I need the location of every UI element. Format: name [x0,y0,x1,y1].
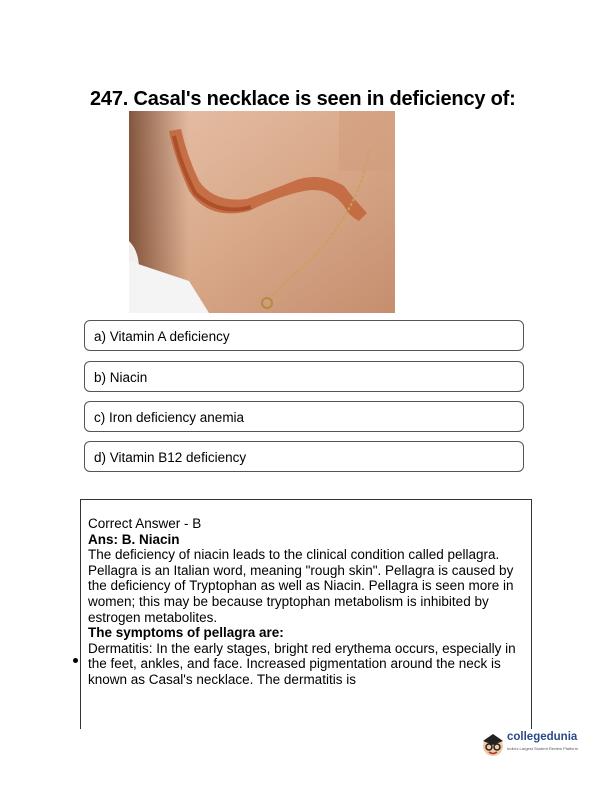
option-d[interactable]: d) Vitamin B12 deficiency [84,441,524,472]
symptom-item: Dermatitis: In the early stages, bright red erythema occurs, especially in the feet, ankles, and face. Increased pigmentation around the neck is known as Casal's necklace. The dermatitis is [88,640,516,687]
option-c[interactable]: c) Iron deficiency anemia [84,401,524,432]
mascot-icon [480,731,506,757]
answer-label: Ans: B. Niacin [88,531,180,547]
symptoms-heading: The symptoms of pellagra are: [88,625,284,641]
correct-answer: Correct Answer - B [88,516,202,531]
option-a[interactable]: a) Vitamin A deficiency [84,320,524,351]
answer-text [88,516,528,688]
logo-tagline: India's Largest Student Review Platform [507,746,579,751]
answer-explanation: The deficiency of niacin leads to the clinical condition called pellagra. Pellagra is an Italian word, meaning "rough skin". Pellagra is caused by the deficiency of Tryptophan as well as Niacin. Pellagra is seen more in women; this may be because tryptophan metabolism is inhibited by estrogen metabolites. [88,547,514,625]
logo-text: collegedunia [507,731,578,743]
question-title: 247. Casal's necklace is seen in deficiency of: [90,88,516,110]
bullet-icon [73,658,78,663]
neck-rash-photo [129,111,395,313]
option-b[interactable]: b) Niacin [84,361,524,392]
